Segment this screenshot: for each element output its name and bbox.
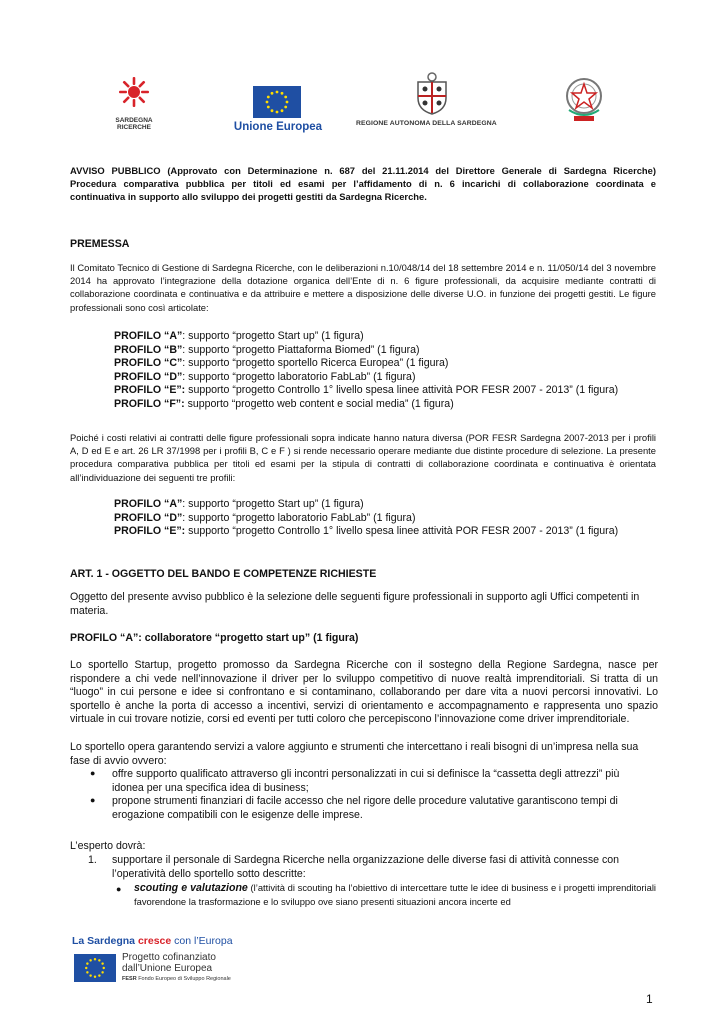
profile-text: : supporto “progetto laboratorio FabLab” (1 figura) xyxy=(182,370,416,383)
profile-text: : supporto “progetto Piattaforma Biomed” (1 figura) xyxy=(182,343,420,356)
profile-item xyxy=(114,371,674,385)
logo-regione-sardegna xyxy=(356,72,516,132)
profiles-list-2 xyxy=(114,498,674,539)
profile-item xyxy=(114,498,674,512)
profile-a-paragraph-2: Lo sportello opera garantendo servizi a valore aggiunto e strumenti che intercettano i reali bisogni di un’impresa nella sua fase di avvio ovvero: xyxy=(70,741,639,767)
costs-paragraph: Poiché i costi relativi ai contratti delle figure professionali sopra indicate hanno natura diversa (POR FESR Sardegna 2007-2013 per i profili A, D ed E e art. 26 LR 37/1998 per i profili B, C e F ) si rende necessario operare mediante due distinte procedure di selezione. La presente procedura comparativa pubblica per titoli ed esami per la stipula di contratti di collaborazione coordinata e continuativa è orientata all’individuazione dei seguenti tre profili: xyxy=(70,432,656,483)
slogan-part-2: cresce xyxy=(137,935,172,947)
profile-text: : supporto “progetto Start up” (1 figura) xyxy=(182,330,364,342)
profile-item xyxy=(114,330,674,344)
title-line-3: continuativa in supporto allo sviluppo dei progetti gestiti da Sardegna Ricerche. xyxy=(70,191,427,203)
profile-text: supporto “progetto Controllo 1° livello spesa linee attività POR FESR 2007 - 2013” (1 figura) xyxy=(185,384,619,397)
profile-item xyxy=(114,357,674,371)
title-line-1: AVVISO PUBBLICO (Approvato con Determinazione n. 687 del 21.11.2014 del Direttore Generale di Sardegna Ricerche) xyxy=(70,165,656,176)
profile-a-bullets xyxy=(88,768,660,822)
premessa-paragraph: Il Comitato Tecnico di Gestione di Sardegna Ricerche, con le deliberazioni n.10/048/14 del 18 settembre 2014 e n. 11/050/14 del 3 novembre 2014 ha approvato l’integrazione della dotazione organica dell’Ente di n. 6 figure professionali, da acquisire mediante contratti di collaborazione coordinata e continuativa e da attribuire e mettere a disposizione delle diverse U.O. in funzione dei progetti gestiti. Le figure professionali sono così articolate: xyxy=(70,262,656,313)
list-item: ● propone strumenti finanziari di facile accesso che nel rigore delle procedure valutative garantiscono tempi di erogazione compatibili con le esigenze delle imprese. xyxy=(88,795,660,822)
logo-unione-europea xyxy=(228,86,328,136)
profile-text: : supporto “progetto laboratorio FabLab” (1 figura) xyxy=(182,511,416,524)
title-line-2: Procedura comparativa pubblica per titoli ed esami per l’affidamento di n. 6 incarichi di collaborazione coordinata e xyxy=(70,178,656,190)
sub-item-label: scouting e valutazione xyxy=(134,882,248,894)
sardinia-coat-of-arms-icon xyxy=(412,72,452,116)
page-number: 1 xyxy=(646,992,653,1006)
cofinanced-line-2: dall’Unione Europea xyxy=(122,963,213,974)
sardegna-ricerche-emblem-icon xyxy=(104,76,164,110)
sub-item-text: (l’attività di scouting ha l’obiettivo di intercettare tutte le idee di business e i progetti imprenditoriali favorendone la trasformazione e lo sviluppo ove siano presenti situazioni ancora incerte ed xyxy=(134,882,656,908)
footer-slogan xyxy=(72,935,233,947)
profile-item xyxy=(114,525,674,539)
footer-eu-flag-icon xyxy=(74,953,116,983)
profiles-list-1 xyxy=(114,330,674,412)
profile-label: PROFILO “F”: xyxy=(114,397,185,410)
profile-label: PROFILO “B” xyxy=(114,343,183,356)
profile-a-paragraph-1: Lo sportello Startup, progetto promosso da Sardegna Ricerche con il sostegno della Regione Sardegna, nasce per rispondere a chi vede nell’innovazione il driver per lo sviluppo competitivo di nuove realtà imprenditoriali. Si tratta di un “luogo” in cui persone e idee si confrontano e si contaminano, collaborando per dare vita a nuovi percorsi innovativi. Lo sportello è anche la porta di accesso a incentivi, servizi di orientamento e accompagnamento e rappresenta uno spazio virtuale in cui trovare notizie, corsi ed eventi per tutti coloro che percepiscono l’innovazione come driver imprenditoriale. xyxy=(70,659,658,726)
profile-label: PROFILO “A” xyxy=(114,498,183,510)
profile-text: : supporto “progetto Start up” (1 figura) xyxy=(182,498,364,510)
logo-sardegna-ricerche xyxy=(104,76,164,132)
art1-heading: ART. 1 - OGGETTO DEL BANDO E COMPETENZE RICHIESTE xyxy=(70,568,377,580)
eu-label: Unione Europea xyxy=(233,121,323,133)
footer-fesr xyxy=(122,976,231,982)
fesr-label: FESR xyxy=(122,976,137,982)
sub-item-scouting xyxy=(134,881,656,908)
profile-text: : supporto “progetto sportello Ricerca Europea” (1 figura) xyxy=(182,357,449,370)
cofinanced-line-1: Progetto cofinanziato xyxy=(122,952,216,963)
profile-item xyxy=(114,384,674,398)
profile-label: PROFILO “E”: xyxy=(114,384,186,397)
list-item: ● offre supporto qualificato attraverso gli incontri personalizzati in cui si definisce la “cassetta degli attrezzi” più idonea per una specifica idea di business; xyxy=(88,768,660,795)
profile-item xyxy=(114,512,674,526)
profile-label: PROFILO “A” xyxy=(114,330,183,342)
profile-label: PROFILO “E”: xyxy=(114,525,186,538)
slogan-part-3: con l’Europa xyxy=(171,935,233,947)
numbered-item-marker: 1. xyxy=(88,854,97,866)
italian-republic-emblem-icon xyxy=(562,72,606,124)
profile-label: PROFILO “D” xyxy=(114,511,183,524)
art1-paragraph: Oggetto del presente avviso pubblico è la selezione delle seguenti figure professionali in supporto agli Uffici competenti in materia. xyxy=(70,591,640,617)
fesr-text: Fondo Europeo di Sviluppo Regionale xyxy=(136,976,231,982)
bullet-text: propone strumenti finanziari di facile accesso che nel rigore delle procedure valutative garantiscono tempi di erogazione compatibili con le esigenze delle imprese. xyxy=(112,795,618,821)
ras-label: REGIONE AUTONOMA DELLA SARDEGNA xyxy=(356,120,497,127)
esperto-label: L’esperto dovrà: xyxy=(70,840,146,852)
profile-label: PROFILO “D” xyxy=(114,370,183,383)
profile-text: supporto “progetto web content e social media” (1 figura) xyxy=(184,397,454,410)
eu-flag-icon xyxy=(253,86,301,118)
premessa-heading: PREMESSA xyxy=(70,238,130,250)
notice-title xyxy=(70,164,656,204)
profile-label: PROFILO “C” xyxy=(114,357,183,370)
profile-item xyxy=(114,344,674,358)
bullet-text: offre supporto qualificato attraverso gli incontri personalizzati in cui si definisce la “cassetta degli attrezzi” più idonea per una specifica idea di business; xyxy=(112,768,620,794)
sardegna-ricerche-line1: SARDEGNA xyxy=(115,117,153,124)
slogan-part-1: La Sardegna xyxy=(72,935,138,947)
profile-item xyxy=(114,398,674,412)
profile-a-heading: PROFILO “A”: collaboratore “progetto start up” (1 figura) xyxy=(70,632,359,644)
sardegna-ricerche-line2: RICERCHE xyxy=(117,124,151,131)
numbered-item-1: supportare il personale di Sardegna Ricerche nella organizzazione delle diverse fasi di attività connesse con l’operatività dello sportello sotto descritte: xyxy=(112,854,620,880)
profile-text: supporto “progetto Controllo 1° livello spesa linee attività POR FESR 2007 - 2013” (1 figura) xyxy=(185,525,619,538)
footer-cofinanced xyxy=(122,952,216,974)
